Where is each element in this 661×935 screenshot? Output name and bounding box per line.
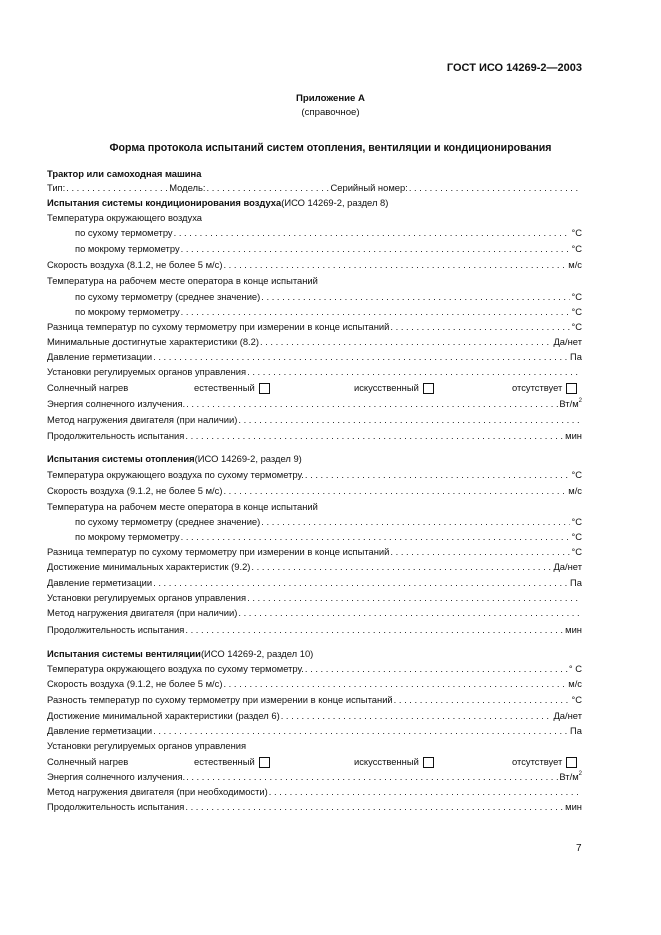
heat-ambient-row — [47, 468, 582, 482]
heat-ambient-field[interactable] — [305, 468, 571, 482]
heat-controls-label: Установки регулируемых органов управления — [47, 592, 247, 603]
annex-subtitle: (справочное) — [301, 107, 360, 118]
heat-load-label: Метод нагружения двигателя (при наличии) — [47, 607, 238, 618]
solar-absent-checkbox[interactable] — [566, 383, 577, 394]
heat-min-char-row — [47, 560, 582, 574]
serial-label: Серийный номер: — [330, 182, 408, 193]
heat-operator-temp — [47, 500, 582, 514]
vent-solar-row — [47, 755, 582, 769]
vent-solar-absent-checkbox[interactable] — [566, 757, 577, 768]
ac-wet-row — [75, 242, 582, 256]
vent-solar-energy-field[interactable] — [186, 770, 558, 784]
standard-number: ГОСТ ИСО 14269-2—2003 — [446, 62, 582, 74]
vent-heading-ref: (ИСО 14269-2, раздел 10) — [200, 648, 314, 659]
ac-min-char-row — [47, 335, 582, 349]
vent-air-speed-field[interactable] — [223, 677, 567, 691]
ac-dry-field[interactable] — [174, 226, 571, 240]
vent-diff-field[interactable] — [394, 693, 571, 707]
unit: °C — [571, 227, 582, 238]
ac-op-dry-label: по сухому термометру (среднее значение) — [75, 291, 261, 302]
vent-duration-field[interactable] — [185, 800, 564, 814]
unit: мин — [565, 801, 582, 812]
tractor-heading-text: Трактор или самоходная машина — [47, 168, 202, 179]
heat-controls-row — [47, 591, 582, 605]
vent-diff-row — [47, 693, 582, 707]
ac-op-dry-field[interactable] — [261, 290, 570, 304]
ac-dry-label: по сухому термометру — [75, 227, 173, 238]
heating-heading — [47, 452, 582, 466]
ac-wet-label: по мокрому термометру — [75, 243, 180, 254]
solar-artificial-checkbox[interactable] — [423, 383, 434, 394]
solar-artificial-label: искусственный — [354, 382, 419, 393]
vent-ambient-row — [47, 662, 582, 676]
serial-leader[interactable] — [409, 181, 581, 195]
unit: $Вт/м^2$ — [559, 771, 582, 782]
ac-solar-label: Солнечный нагрев — [47, 382, 129, 393]
solar-natural-checkbox[interactable] — [259, 383, 270, 394]
vent-ambient-field[interactable] — [305, 662, 568, 676]
heat-min-char-field[interactable] — [251, 560, 552, 574]
annex-header — [0, 92, 661, 120]
vent-solar-artificial-label: искусственный — [354, 756, 419, 767]
ac-controls-row — [47, 365, 582, 379]
ac-controls-label: Установки регулируемых органов управления — [47, 366, 247, 377]
unit: мин — [565, 430, 582, 441]
ac-air-speed-field[interactable] — [223, 258, 567, 272]
unit: $Вт/м^2$ — [559, 398, 582, 409]
ac-controls-field[interactable] — [247, 365, 581, 379]
unit: °C — [571, 291, 582, 302]
tractor-heading — [47, 167, 582, 181]
vent-air-speed-label: Скорость воздуха (9.1.2, не более 5 м/с) — [47, 678, 223, 689]
heat-duration-row — [47, 623, 582, 637]
heat-op-wet-field[interactable] — [181, 530, 571, 544]
heat-load-row — [47, 606, 582, 620]
vent-min-char-row — [47, 709, 582, 723]
model-label: Модель: — [169, 182, 206, 193]
vent-min-char-label: Достижение минимальной характеристики (раздел 6) — [47, 710, 280, 721]
model-leader[interactable] — [207, 181, 330, 195]
unit: °C — [571, 531, 582, 542]
ac-pressure-label: Давление герметизации — [47, 351, 153, 362]
ac-operator-temp — [47, 274, 582, 288]
ac-duration-row — [47, 429, 582, 443]
unit: ° С — [568, 663, 582, 674]
vent-min-char-field[interactable] — [281, 709, 553, 723]
heat-op-dry-field[interactable] — [261, 515, 570, 529]
unit: °C — [571, 516, 582, 527]
heat-ambient-label: Температура окружающего воздуха по сухому термометру. — [47, 469, 304, 480]
ac-ambient-label: Температура окружающего воздуха — [47, 212, 203, 223]
vent-load-label: Метод нагружения двигателя (при необходимости) — [47, 786, 268, 797]
heat-op-wet-label: по мокрому термометру — [75, 531, 180, 542]
ac-wet-field[interactable] — [181, 242, 571, 256]
annex-title: Приложение А — [296, 93, 365, 104]
vent-controls — [47, 739, 582, 753]
unit: м/с — [568, 259, 582, 270]
unit: Па — [570, 725, 582, 736]
ac-air-speed-row — [47, 258, 582, 272]
ac-pressure-field[interactable] — [153, 350, 569, 364]
vent-solar-artificial-checkbox[interactable] — [423, 757, 434, 768]
ac-solar-row — [47, 381, 582, 395]
heat-diff-row — [47, 545, 582, 559]
ac-heading-ref: (ИСО 14269-2, раздел 8) — [281, 197, 389, 208]
unit: °C — [571, 321, 582, 332]
heating-heading-text: Испытания системы отопления — [47, 453, 195, 464]
ac-operator-temp-label: Температура на рабочем месте оператора в конце испытаний — [47, 275, 318, 286]
page-number: 7 — [576, 843, 582, 854]
heat-air-speed-field[interactable] — [223, 484, 567, 498]
ac-solar-energy-field[interactable] — [186, 397, 558, 411]
ac-load-label: Метод нагружения двигателя (при наличии) — [47, 414, 238, 425]
ac-diff-label: Разница температур по сухому термометру при измерении в конце испытаний — [47, 321, 390, 332]
vent-controls-label: Установки регулируемых органов управления — [47, 740, 247, 751]
heat-pressure-row — [47, 576, 582, 590]
vent-pressure-label: Давление герметизации — [47, 725, 153, 736]
vent-duration-label: Продолжительность испытания — [47, 801, 185, 812]
vent-heading — [47, 647, 582, 661]
ac-min-char-field[interactable] — [260, 335, 552, 349]
ac-pressure-row — [47, 350, 582, 364]
heat-duration-label: Продолжительность испытания — [47, 624, 185, 635]
type-leader[interactable] — [66, 181, 168, 195]
solar-absent-label: отсутствует — [512, 382, 563, 393]
unit: °C — [571, 243, 582, 254]
type-label: Тип: — [47, 182, 66, 193]
unit: Да/нет — [553, 336, 582, 347]
ac-solar-energy-label: Энергия солнечного излучения. — [47, 398, 186, 409]
heat-air-speed-row — [47, 484, 582, 498]
vent-ambient-label: Температура окружающего воздуха по сухому термометру. — [47, 663, 304, 674]
unit: Па — [570, 577, 582, 588]
heat-diff-field[interactable] — [390, 545, 570, 559]
ac-load-row — [47, 413, 582, 427]
unit: °C — [571, 546, 582, 557]
heat-duration-field[interactable] — [185, 623, 564, 637]
vent-duration-row — [47, 800, 582, 814]
ac-dry-row — [75, 226, 582, 240]
unit: Да/нет — [553, 710, 582, 721]
vent-solar-label: Солнечный нагрев — [47, 756, 129, 767]
vent-diff-label: Разность температур по сухому термометру при измерении в конце испытаний — [47, 694, 393, 705]
ac-op-dry-row — [75, 290, 582, 304]
unit: °C — [571, 306, 582, 317]
vent-solar-energy-label: Энергия солнечного излучения. — [47, 771, 186, 782]
ac-op-wet-row — [75, 305, 582, 319]
heat-air-speed-label: Скорость воздуха (9.1.2, не более 5 м/с) — [47, 485, 223, 496]
heating-heading-ref: (ИСО 14269-2, раздел 9) — [194, 453, 302, 464]
document-title: Форма протокола испытаний систем отопления, вентиляции и кондиционирования — [109, 142, 552, 154]
ac-diff-field[interactable] — [390, 320, 570, 334]
heat-load-field[interactable] — [238, 606, 581, 620]
ac-ambient — [47, 211, 582, 225]
heat-op-dry-label: по сухому термометру (среднее значение) — [75, 516, 261, 527]
ac-heading — [47, 196, 582, 210]
solar-natural-label: естественный — [194, 382, 255, 393]
vent-solar-natural-label: естественный — [194, 756, 255, 767]
heat-min-char-label: Достижение минимальных характеристик (9.2) — [47, 561, 251, 572]
heat-pressure-label: Давление герметизации — [47, 577, 153, 588]
tractor-id-row — [47, 181, 582, 195]
ac-solar-energy-row — [47, 397, 582, 411]
heat-operator-temp-label: Температура на рабочем месте оператора в конце испытаний — [47, 501, 318, 512]
ac-heading-text: Испытания системы кондиционирования воздуха — [47, 197, 282, 208]
vent-solar-natural-checkbox[interactable] — [259, 757, 270, 768]
vent-load-field[interactable] — [269, 785, 581, 799]
ac-diff-row — [47, 320, 582, 334]
unit: Па — [570, 351, 582, 362]
heat-op-dry-row — [75, 515, 582, 529]
vent-heading-text: Испытания системы вентиляции — [47, 648, 201, 659]
heat-pressure-field[interactable] — [153, 576, 569, 590]
ac-op-wet-field[interactable] — [181, 305, 571, 319]
vent-pressure-field[interactable] — [153, 724, 569, 738]
vent-solar-energy-row — [47, 770, 582, 784]
ac-min-char-label: Минимальные достигнутые характеристики (8.2) — [47, 336, 259, 347]
heat-op-wet-row — [75, 530, 582, 544]
vent-air-speed-row — [47, 677, 582, 691]
ac-air-speed-label: Скорость воздуха (8.1.2, не более 5 м/с) — [47, 259, 223, 270]
heat-diff-label: Разница температур по сухому термометру при измерении в конце испытаний — [47, 546, 390, 557]
unit: °C — [571, 469, 582, 480]
ac-duration-field[interactable] — [185, 429, 564, 443]
ac-duration-label: Продолжительность испытания — [47, 430, 185, 441]
heat-controls-field[interactable] — [247, 591, 581, 605]
unit: мин — [565, 624, 582, 635]
ac-op-wet-label: по мокрому термометру — [75, 306, 180, 317]
unit: м/с — [568, 485, 582, 496]
vent-solar-absent-label: отсутствует — [512, 756, 563, 767]
vent-pressure-row — [47, 724, 582, 738]
unit: °C — [571, 694, 582, 705]
vent-load-row — [47, 785, 582, 799]
unit: м/с — [568, 678, 582, 689]
ac-load-field[interactable] — [238, 413, 581, 427]
unit: Да/нет — [553, 561, 582, 572]
